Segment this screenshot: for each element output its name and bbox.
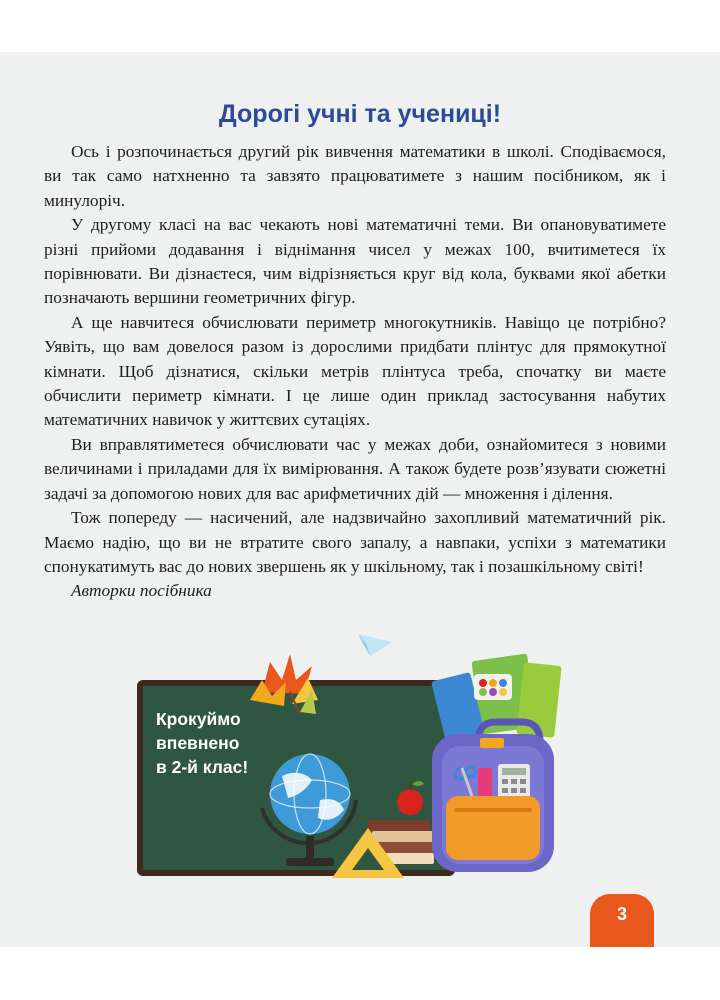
- page-number-badge: 3: [590, 894, 654, 947]
- caption-line-1: Крокуймо: [156, 709, 241, 729]
- caption-line-2: впевнено: [156, 733, 240, 753]
- paragraph-1: Ось і розпочинається другий рік вивчення математики в школі. Сподіваємося, ви так само натхненно та завзято працюватимете з нашим посібником, як і минулоріч.: [44, 142, 666, 210]
- caption-line-3: в 2-й клас!: [156, 757, 249, 777]
- chalkboard-caption: [156, 707, 316, 779]
- backpack-icon: [431, 653, 562, 872]
- paragraph-5: Тож попереду — насичений, але надзвичайно захопливий математичний рік. Маємо надію, що ви не втратите свого запалу, а навпаки, успіхи з математики спонукатимуть вас до нових звершень як у шкільному, так і позашкільному світі!: [44, 508, 666, 576]
- paragraph-4: Ви вправлятиметеся обчислювати час у межах доби, ознайомитеся з новими величинами і приладами для їх вимірювання. А також будете розв’язувати сюжетні задачі за допомогою нових для вас арифметичних дій — множення і ділення.: [44, 434, 666, 503]
- school-illustration: [0, 52, 720, 947]
- page: [0, 52, 720, 947]
- page-title: Дорогі учні та учениці!: [218, 100, 502, 128]
- calculator-icon: [498, 764, 530, 798]
- paragraph-2: У другому класі на вас чекають нові математичні теми. Ви опановуватимете різні прийоми додавання і віднімання чисел у межах 100, вчитиметеся їх порівнювати. Ви дізнаєтеся, чим відрізняється круг від кола, буквами якої абетки позначають вершини геометричних фігур.: [44, 215, 666, 308]
- paper-plane-icon: [358, 634, 392, 656]
- paragraph-3: А ще навчитеся обчислювати периметр многокутників. Навіщо це потрібно? Уявіть, що вам довелося разом із дорослими придбати плінтус для прямокутної кімнати. Щоб дізнатися, скільки метрів плінтуса треба, спочатку ви маєте обчислити периметр кімнати. І це лише один приклад застосування набутих математичних навичок у життєвих сутаціях.: [44, 312, 666, 430]
- signature: Авторки посібника: [71, 581, 212, 601]
